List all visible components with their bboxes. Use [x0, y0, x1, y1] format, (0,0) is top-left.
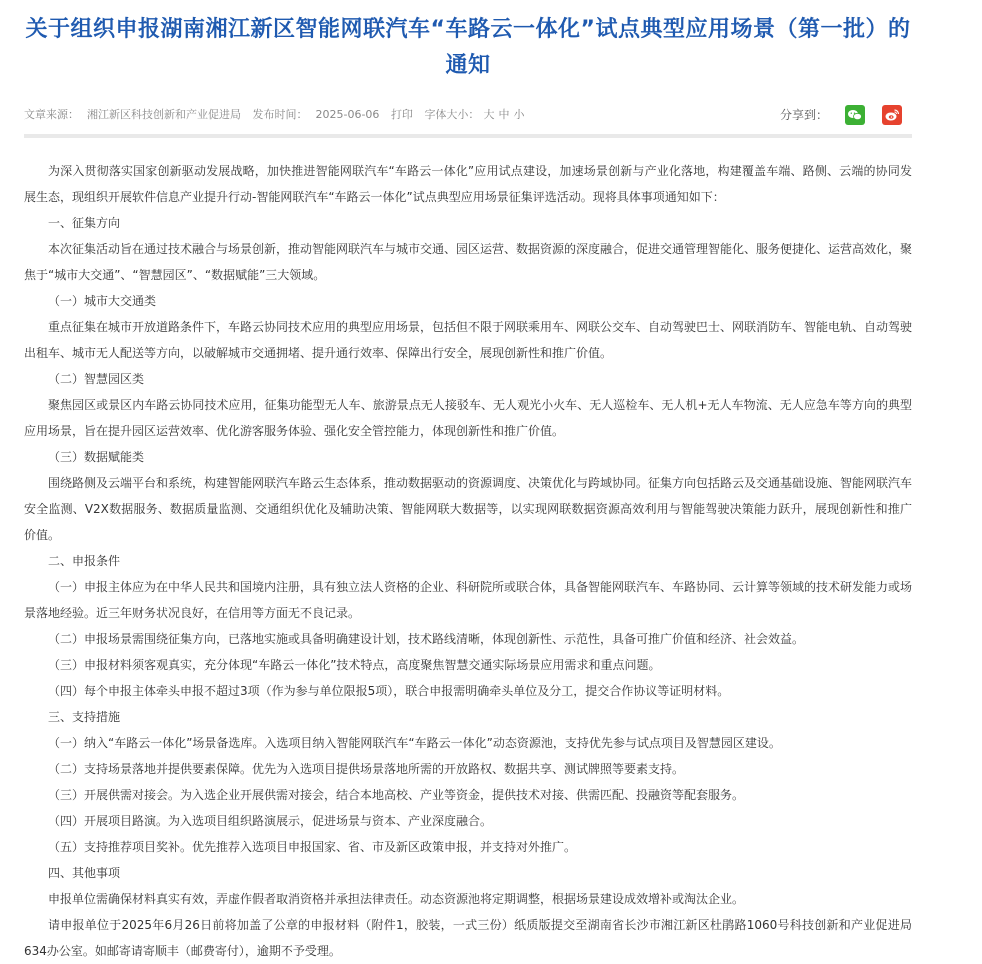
section-heading: 三、支持措施	[48, 710, 121, 724]
wechat-icon[interactable]	[845, 105, 865, 125]
source-value: 湘江新区科技创新和产业促进局	[87, 108, 241, 121]
paragraph: 本次征集活动旨在通过技术融合与场景创新，推动智能网联汽车与城市交通、园区运营、数据资源的深度融合，促进交通管理智能化、服务便捷化、运营高效化，聚焦于“城市大交通”、“智慧园区”、“数据赋能”三大领域。	[24, 242, 913, 282]
article-meta	[24, 102, 912, 128]
meta-divider	[24, 134, 912, 138]
paragraph: （二）申报场景需围绕征集方向，已落地实施或具备明确建设计划，技术路线清晰，体现创新性、示范性，具备可推广价值和经济、社会效益。	[48, 632, 805, 646]
date-label: 发布时间：	[252, 108, 308, 121]
paragraph: （五）支持推荐项目奖补。优先推荐入选项目申报国家、省、市及新区政策申报，并支持对外推广。	[48, 840, 577, 854]
paragraph: 重点征集在城市开放道路条件下，车路云协同技术应用的典型应用场景，包括但不限于网联乘用车、网联公交车、自动驾驶巴士、网联消防车、智能电轨、自动驾驶出租车、城市无人配送等方向，以破解城市交通拥堵、提升通行效率、保障出行安全，展现创新性和推广价值。	[24, 320, 913, 360]
subsection-heading: （三）数据赋能类	[48, 450, 145, 464]
subsection-heading: （二）智慧园区类	[48, 372, 145, 386]
paragraph: （四）每个申报主体牵头申报不超过3项（作为参与单位限报5项），联合申报需明确牵头单位及分工，提交合作协议等证明材料。	[48, 684, 730, 698]
paragraph: 申报单位需确保材料真实有效，弄虚作假者取消资格并承担法律责任。动态资源池将定期调整，根据场景建设成效增补或淘汰企业。	[48, 892, 745, 906]
section-heading: 一、征集方向	[48, 216, 121, 230]
weibo-icon[interactable]	[882, 105, 902, 125]
paragraph: 为深入贯彻落实国家创新驱动发展战略，加快推进智能网联汽车“车路云一体化”应用试点建设，加速场景创新与产业化落地，构建覆盖车端、路侧、云端的协同发展生态，现组织开展软件信息产业提升行动-智能网联汽车“车路云一体化”试点典型应用场景征集评选活动。现将具体事项通知如下：	[24, 164, 912, 204]
subsection-heading: （一）城市大交通类	[48, 294, 157, 308]
paragraph: （一）纳入“车路云一体化”场景备选库。入选项目纳入智能网联汽车“车路云一体化”动态资源池，支持优先参与试点项目及智慧园区建设。	[48, 736, 781, 750]
font-size-large[interactable]: 大	[483, 108, 495, 121]
source-label: 文章来源：	[24, 108, 79, 121]
paragraph: （四）开展项目路演。为入选项目组织路演展示，促进场景与资本、产业深度融合。	[48, 814, 493, 828]
section-heading: 二、申报条件	[48, 554, 121, 568]
paragraph: （一）申报主体应为在中华人民共和国境内注册，具有独立法人资格的企业、科研院所或联合体，具备智能网联汽车、车路协同、云计算等领域的技术研发能力或场景落地经验。近三年财务状况良好，在信用等方面无不良记录。	[24, 580, 913, 620]
font-size-small[interactable]: 小	[513, 108, 525, 121]
article-page	[24, 0, 912, 964]
paragraph: （三）申报材料须客观真实，充分体现“车路云一体化”技术特点，高度聚焦智慧交通实际场景应用需求和重点问题。	[48, 658, 661, 672]
paragraph: 聚焦园区或景区内车路云协同技术应用，征集功能型无人车、旅游景点无人接驳车、无人观光小火车、无人巡检车、无人机+无人车物流、无人应急车等方向的典型应用场景，旨在提升园区运营效率、优化游客服务体验、强化安全管控能力，体现创新性和推广价值。	[24, 398, 912, 438]
print-link[interactable]: 打印	[390, 108, 413, 121]
article-body	[24, 158, 912, 964]
share-bar	[780, 102, 910, 128]
font-size-medium[interactable]: 中	[498, 108, 510, 121]
paragraph: （三）开展供需对接会。为入选企业开展供需对接会，结合本地高校、产业等资金，提供技术对接、供需匹配、投融资等配套服务。	[48, 788, 745, 802]
section-heading: 四、其他事项	[48, 866, 121, 880]
font-size-label: 字体大小：	[424, 108, 480, 121]
paragraph: 围绕路侧及云端平台和系统，构建智能网联汽车路云生态体系，推动数据驱动的资源调度、决策优化与跨域协同。征集方向包括路云及交通基础设施、智能网联汽车安全监测、V2X数据服务、数据质量监测、交通组织优化及辅助决策、智能网联大数据等，以实现网联数据资源高效利用与智能驾驶决策能力跃升，展现创新性和推广价值。	[24, 476, 913, 542]
article-title: 关于组织申报湖南湘江新区智能网联汽车“车路云一体化”试点典型应用场景（第一批）的通知	[25, 17, 911, 78]
share-label: 分享到：	[779, 108, 828, 122]
date-value: 2025-06-06	[315, 108, 380, 121]
font-size-controls	[424, 108, 528, 121]
paragraph: 请申报单位于2025年6月26日前将加盖了公章的申报材料（附件1，胶装，一式三份）纸质版提交至湖南省长沙市湘江新区杜鹃路1060号科技创新和产业促进局634办公室。如邮寄请寄顺丰（邮费寄付），逾期不予受理。	[24, 918, 912, 958]
paragraph: （二）支持场景落地并提供要素保障。优先为入选项目提供场景落地所需的开放路权、数据共享、测试牌照等要素支持。	[48, 762, 685, 776]
